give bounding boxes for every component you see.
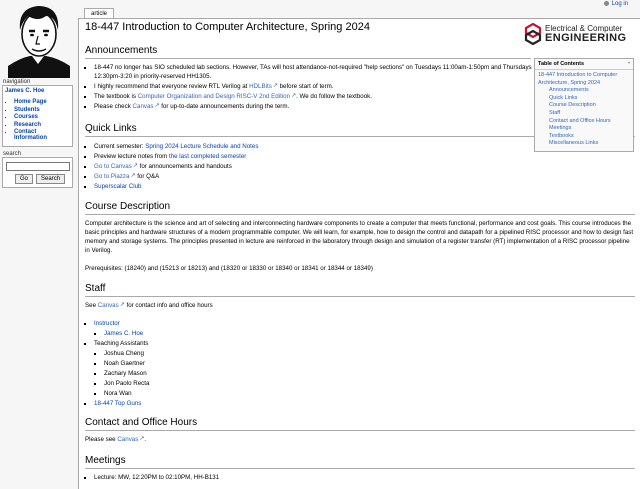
quick-link-text: for announcements and handouts (137, 163, 232, 170)
sidebar-item-home-page[interactable]: ▪ Home Page (14, 99, 70, 105)
announcement-text: . We do follow the textbook. (296, 93, 372, 100)
quick-link-text: for Q&A (135, 173, 160, 180)
staff-ta: ▪ Noah Gaertner (104, 359, 625, 368)
heading-quick-links: Quick Links (85, 123, 137, 134)
toc-item[interactable]: Textbooks (549, 132, 574, 139)
quick-link-text: Preview lecture notes from (94, 153, 169, 160)
search-portlet (2, 151, 73, 188)
ece-logo-line2: ENGINEERING (545, 32, 627, 44)
quick-link-text: Current semester: (94, 143, 146, 150)
rule-meetings (85, 468, 635, 469)
login-label: Log in (611, 1, 628, 7)
portrait-logo[interactable] (0, 0, 76, 78)
content-area (78, 18, 640, 489)
ece-logo (523, 23, 640, 45)
tab-article[interactable]: article (84, 8, 114, 19)
sidebar-item-research[interactable]: ▪ Research (14, 122, 70, 128)
section-contact (85, 435, 625, 444)
navigation-title: navigation (3, 79, 31, 85)
heading-contact: Contact and Office Hours (85, 417, 198, 428)
toc-item[interactable]: Contact and Office Hours (549, 117, 611, 124)
link-staff-canvas[interactable]: Canvas ↗ (98, 302, 125, 309)
sidebar-item-students[interactable]: ▪ Students (14, 107, 70, 113)
announcement-item (94, 82, 533, 91)
search-body (2, 157, 73, 188)
heading-meetings: Meetings (85, 455, 126, 466)
staff-instructor (104, 329, 625, 338)
link-hdlbits[interactable]: HDLBits ↗ (249, 83, 278, 90)
sidebar-selflink[interactable]: James C. Hoe (5, 88, 45, 94)
announcement-text: The textbook is (94, 93, 138, 100)
instructor-label[interactable]: Instructor (94, 320, 120, 327)
rule-contact (85, 430, 635, 431)
user-icon (604, 1, 609, 6)
staff-see-text (85, 301, 625, 310)
link-textbook[interactable]: Computer Organization and Design RISC-V 2nd Edition ↗ (138, 93, 296, 100)
staff-ta: ▪ Nora Wan (104, 389, 625, 398)
go-button[interactable]: Go (15, 174, 33, 184)
quick-link-item (94, 152, 625, 161)
search-title: search (3, 151, 22, 157)
ta-label: Teaching Assistants (94, 340, 149, 347)
contact-post: . (144, 436, 147, 443)
sidebar-list (5, 99, 70, 141)
section-course-description (85, 219, 635, 273)
toc-toggle[interactable]: - (628, 60, 630, 66)
toc-item[interactable]: 18-447 Introduction to Computer Architecture, Spring 2024 (538, 72, 618, 86)
staff-ta-label (94, 339, 625, 398)
login-link[interactable] (604, 0, 628, 8)
toc-list (535, 70, 633, 151)
page-title: 18-447 Introduction to Computer Architecture, Spring 2024 (85, 21, 370, 33)
toc-item[interactable]: Meetings (549, 125, 572, 132)
section-meetings (85, 472, 625, 483)
announcement-text: I highly recommend that everyone review RTL Verilog at (94, 83, 250, 90)
staff-ta: ▪ Jon Paolo Recta (104, 379, 625, 388)
staff-text: See (85, 302, 98, 309)
announcement-item (94, 92, 533, 101)
sidebar-item-contact-information[interactable]: ▪ Contact Information (14, 129, 70, 141)
link-instructor[interactable]: James C. Hoe (104, 330, 144, 337)
ece-logo-line1: Electrical & Computer (545, 24, 623, 33)
sidebar-item-courses[interactable]: ▪ Courses (14, 114, 70, 120)
toc-item[interactable]: Staff (549, 109, 561, 116)
section-staff (85, 301, 625, 409)
heading-announcements: Announcements (85, 45, 158, 56)
quick-link-item (94, 162, 625, 171)
toc-item[interactable]: Miscellaneous Links (549, 140, 599, 147)
contact-text (85, 435, 625, 444)
toc-item[interactable]: Course Description (549, 102, 596, 109)
link-go-to-canvas[interactable]: Go to Canvas ↗ (94, 163, 138, 170)
announcement-text: Please check (94, 103, 133, 110)
rule-course-description (85, 214, 635, 215)
heading-staff: Staff (85, 283, 106, 294)
toc-item[interactable]: Announcements (549, 87, 589, 94)
staff-instructor-label (94, 319, 625, 338)
prerequisites-text: Prerequisites: (18240) and (15213 or 18213) and (18320 or 18330 or 18340 or 18341 or 18344 or 18349) (85, 265, 373, 272)
announcement-item (94, 102, 533, 111)
toc-title (535, 59, 633, 70)
link-go-to-piazza[interactable]: Go to Piazza ↗ (94, 173, 135, 180)
staff-ta: ▪ Zachary Mason (104, 369, 625, 378)
meeting-lecture: ▪ Lecture: MW, 12:20PM to 02:10PM, HH-B131 (94, 473, 625, 482)
link-last-semester[interactable]: the last completed semester (168, 153, 247, 160)
course-description-text: Computer architecture is the science and art of selecting and interconnecting hardware components to create a computer that meets functional, performance and cost goals. This course introduces the basic principles and hardware structures of a modern programmable computer. We will learn, for example, how to design the control and datapath for a pipelined RISC processor and how to design fast memory and storage systems. The principles presented in lecture are reinforced in the laboratory through design and simulation of a register transfer (RT) implementation of a RISC processor pipeline in Verilog. (85, 220, 634, 254)
navigation-body (2, 85, 73, 147)
link-lecture-schedule[interactable]: Spring 2024 Lecture Schedule and Notes (145, 143, 259, 150)
staff-top-guns (94, 399, 625, 408)
heading-course-description: Course Description (85, 201, 171, 212)
announcement-item: ▪ 18-447 no longer has SIO scheduled lab sections. However, TAs will host attendance-not-required "help sections" on Tuesdays 11:00am-1:50pm and Thursdays 12:30pm-3:20 in priority-reserved HH1305. (94, 63, 533, 81)
staff-ta: ▪ Joshua Cheng (104, 349, 625, 358)
link-contact-canvas[interactable]: Canvas ↗ (117, 436, 144, 443)
search-button[interactable]: Search (36, 174, 65, 184)
section-announcements (85, 62, 533, 112)
contact-pre: Please see (85, 436, 118, 443)
link-superscalar-club[interactable]: Superscalar Club (94, 183, 142, 190)
rule-announcements (85, 58, 531, 59)
announcement-text: before start of term. (277, 83, 334, 90)
navigation-portlet (2, 79, 73, 147)
quick-link-item (94, 182, 625, 191)
link-canvas[interactable]: Canvas ↗ (133, 103, 160, 110)
search-input[interactable] (6, 162, 70, 171)
quick-link-item (94, 172, 625, 181)
toc-item[interactable]: Quick Links (549, 94, 578, 101)
announcement-text: for up-to-date announcements during the term. (159, 103, 290, 110)
rule-staff (85, 296, 635, 297)
toc-title-text: Table of Contents (538, 61, 585, 67)
ece-logo-mark-icon (523, 23, 543, 45)
link-top-guns[interactable]: 18-447 Top Guns (94, 400, 142, 407)
staff-text: for contact info and office hours (124, 302, 213, 309)
table-of-contents (534, 58, 634, 152)
